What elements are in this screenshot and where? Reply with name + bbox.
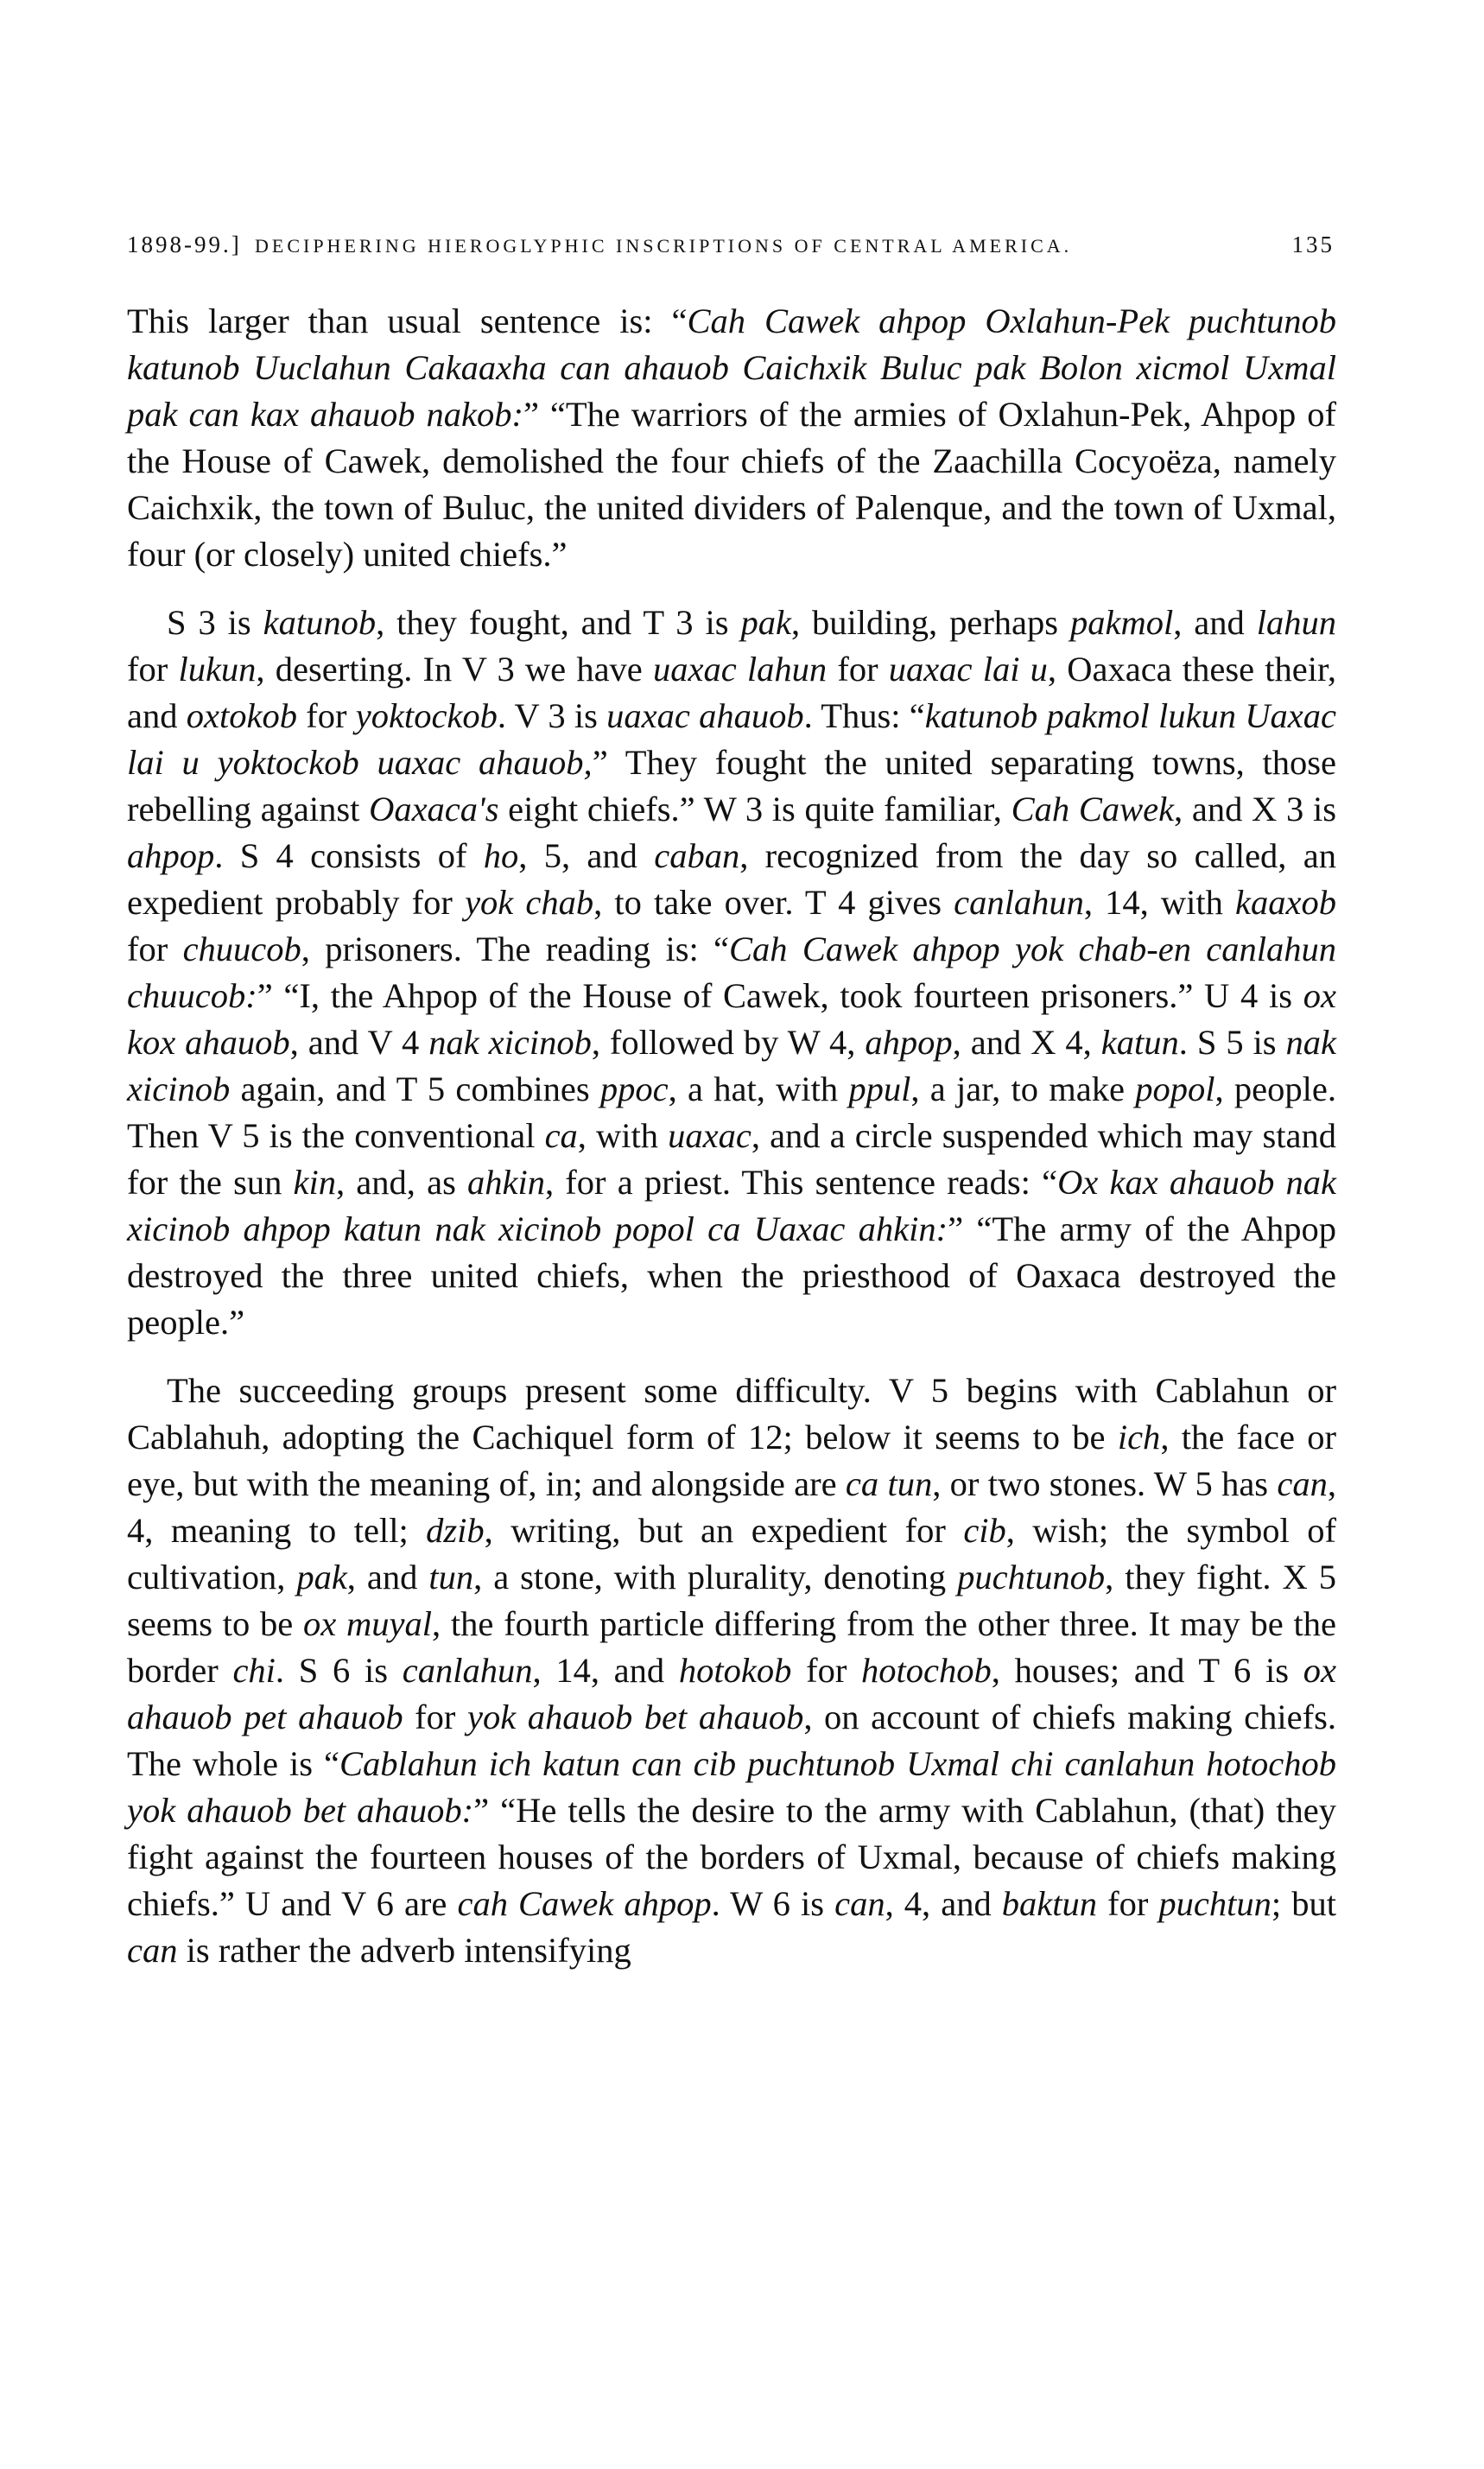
text-run: . Thus: “ <box>803 696 925 735</box>
text-run: , with <box>577 1116 669 1155</box>
text-run: , on account of chiefs making chiefs. The whole is “ <box>127 1698 1337 1783</box>
text-run: , 14, and <box>532 1651 679 1690</box>
text-run: , writing, but an expedient for <box>484 1511 964 1550</box>
italic-term: cah Cawek ahpop <box>457 1884 712 1923</box>
italic-term: ahpop <box>865 1023 953 1062</box>
text-run: , 4, and <box>885 1884 1002 1923</box>
text-run: , and a circle suspended which may stand for the sun <box>127 1116 1336 1202</box>
text-run: . V 3 is <box>497 696 607 735</box>
italic-term: uaxac ahauob <box>606 696 804 735</box>
text-run: ” They fought the united separating towns, those rebelling against <box>127 743 1336 828</box>
text-run: , and <box>1173 603 1257 642</box>
italic-term: canlahun <box>954 883 1084 922</box>
italic-term: Cah Cawek ahpop yok chab-en canlahun chuucob: <box>127 930 1337 1015</box>
page-number: 135 <box>1291 232 1335 257</box>
italic-term: uaxac <box>668 1116 752 1155</box>
italic-term: katun <box>1100 1023 1179 1062</box>
text-run: , a stone, with plurality, denoting <box>473 1558 958 1596</box>
italic-term: oxtokob <box>186 696 297 735</box>
italic-term: chi <box>232 1651 276 1690</box>
text-run: , wish; the symbol of cultivation, <box>127 1511 1337 1596</box>
italic-term: katunob <box>263 603 377 642</box>
text-run: eight chiefs.” W 3 is quite familiar, <box>498 790 1012 828</box>
body-text <box>127 298 1336 1974</box>
text-run: , prisoners. The reading is: “ <box>301 930 730 968</box>
text-run: . W 6 is <box>711 1884 835 1923</box>
italic-term: canlahun <box>402 1651 533 1690</box>
text-run: , Oaxaca these their, and <box>127 650 1336 735</box>
italic-term: baktun <box>1001 1884 1098 1923</box>
text-run: , 14, with <box>1083 883 1236 922</box>
text-run: S 3 is <box>167 603 263 642</box>
text-run: for <box>791 1651 862 1690</box>
italic-term: pak <box>740 603 791 642</box>
text-run: , they fought, and T 3 is <box>376 603 741 642</box>
italic-term: ca tun <box>845 1464 933 1503</box>
italic-term: puchtunob <box>957 1558 1106 1596</box>
text-run: for <box>127 650 179 689</box>
text-run: for <box>296 696 356 735</box>
text-run: This larger than usual sentence is: “ <box>127 301 688 340</box>
text-run: , and X 4, <box>952 1023 1101 1062</box>
text-run: , recognized from the day so called, an expedient probably for <box>127 836 1336 922</box>
text-run: , the face or eye, but with the meaning of, in; and alongside are <box>127 1418 1336 1503</box>
text-run: , they fight. X 5 seems to be <box>127 1558 1336 1643</box>
paragraph <box>127 298 1336 578</box>
italic-term: ahpop <box>127 836 215 875</box>
italic-term: uaxac lai u <box>888 650 1048 689</box>
paragraph <box>127 1368 1336 1974</box>
italic-term: kaaxob <box>1235 883 1336 922</box>
text-run: . S 5 is <box>1178 1023 1286 1062</box>
italic-term: yoktockob <box>355 696 498 735</box>
text-run: , followed by W 4, <box>591 1023 866 1062</box>
text-run: ; but <box>1271 1884 1336 1923</box>
text-run: , and V 4 <box>289 1023 429 1062</box>
text-run: for <box>1097 1884 1159 1923</box>
italic-term: yok chab <box>465 883 594 922</box>
text-run: , people. Then V 5 is the conventional <box>127 1069 1336 1155</box>
text-run: , and <box>346 1558 429 1596</box>
italic-term: popol <box>1135 1069 1215 1108</box>
italic-term: kin <box>293 1163 336 1202</box>
text-run: . S 4 consists of <box>214 836 484 875</box>
italic-term: hotokob <box>678 1651 792 1690</box>
text-run: for <box>403 1698 467 1736</box>
text-run: ” “The warriors of the armies of Oxlahun-Pek, Ahpop of the House of Cawek, demolished the four chiefs of the Zaachilla Cocyoëza, namely Caichxik, the town of Buluc, the united dividers of Palenque, and the town of Uxmal, four (or closely) united chiefs.” <box>127 395 1336 574</box>
text-run: again, and T 5 combines <box>230 1069 600 1108</box>
italic-term: ox ahauob pet ahauob <box>127 1651 1337 1736</box>
italic-term: can <box>834 1884 885 1923</box>
text-run: ” “He tells the desire to the army with Cablahun, (that) they fight against the fourteen houses of the borders of Uxmal, because of chiefs making chiefs.” U and V 6 are <box>127 1791 1336 1923</box>
text-run: ” “The army of the Ahpop destroyed the three united chiefs, when the priesthood of Oaxaca destroyed the people.” <box>127 1209 1337 1342</box>
italic-term: ho <box>483 836 519 875</box>
italic-term: caban <box>654 836 740 875</box>
italic-term: ox kox ahauob <box>127 976 1336 1062</box>
volume-date: 1898-99.] <box>127 232 242 257</box>
italic-term: puchtun <box>1158 1884 1272 1923</box>
italic-term: ppoc <box>599 1069 669 1108</box>
text-run: for <box>827 650 889 689</box>
italic-term: Ox kax ahauob nak xicinob ahpop katun nak xicinob popol ca Uaxac ahkin: <box>127 1163 1337 1248</box>
italic-term: nak xicinob <box>127 1023 1336 1108</box>
italic-term: cib <box>963 1511 1006 1550</box>
text-run: , 5, and <box>518 836 655 875</box>
text-run: , and X 3 is <box>1174 790 1336 828</box>
text-run: for <box>127 930 183 968</box>
text-run: , houses; and T 6 is <box>991 1651 1303 1690</box>
italic-term: katunob pakmol lukun Uaxac lai u yoktockob uaxac ahauob, <box>127 696 1336 782</box>
text-run: , 4, meaning to tell; <box>127 1464 1336 1550</box>
italic-term: ich <box>1117 1418 1161 1457</box>
text-run: is rather the adverb intensifying <box>177 1931 631 1970</box>
text-run: , a hat, with <box>668 1069 849 1108</box>
text-run: , to take over. T 4 gives <box>593 883 954 922</box>
text-run: , and, as <box>336 1163 468 1202</box>
text-run: ” “I, the Ahpop of the House of Cawek, took fourteen prisoners.” U 4 is <box>257 976 1303 1015</box>
italic-term: uaxac lahun <box>653 650 828 689</box>
running-title: DECIPHERING HIEROGLYPHIC INSCRIPTIONS OF CENTRAL AMERICA. <box>255 235 1073 257</box>
text-run: , deserting. In V 3 we have <box>256 650 653 689</box>
italic-term: dzib <box>426 1511 485 1550</box>
italic-term: hotochob <box>861 1651 992 1690</box>
italic-term: tun <box>428 1558 474 1596</box>
italic-term: ppul <box>848 1069 911 1108</box>
italic-term: can <box>127 1931 178 1970</box>
italic-term: chuucob <box>182 930 301 968</box>
text-run: , the fourth particle differing from the other three. It may be the border <box>127 1604 1336 1690</box>
italic-term: lukun <box>178 650 257 689</box>
italic-term: Cah Cawek ahpop Oxlahun-Pek puchtunob katunob Uuclahun Cakaaxha can ahauob Caichxik Buluc pak Bolon xicmol Uxmal pak can kax ahauob nakob: <box>127 301 1336 434</box>
italic-term: ahkin <box>467 1163 545 1202</box>
italic-term: nak xicinob <box>428 1023 592 1062</box>
italic-term: pakmol <box>1070 603 1174 642</box>
italic-term: Oaxaca's <box>369 790 499 828</box>
italic-term: lahun <box>1256 603 1336 642</box>
italic-term: Cablahun ich katun can cib puchtunob Uxmal chi canlahun hotochob yok ahauob bet ahauob: <box>127 1744 1336 1830</box>
text-run: , for a priest. This sentence reads: “ <box>545 1163 1058 1202</box>
running-header <box>127 232 1335 275</box>
italic-term: Cah Cawek <box>1011 790 1175 828</box>
text-run: , building, perhaps <box>790 603 1070 642</box>
text-run: . S 6 is <box>275 1651 403 1690</box>
italic-term: yok ahauob bet ahauob <box>466 1698 804 1736</box>
italic-term: can <box>1277 1464 1328 1503</box>
text-run: , or two stones. W 5 has <box>932 1464 1278 1503</box>
italic-term: ox muyal <box>303 1604 433 1643</box>
paragraph <box>127 600 1336 1346</box>
italic-term: pak <box>296 1558 347 1596</box>
italic-term: ca <box>544 1116 578 1155</box>
text-run: , a jar, to make <box>910 1069 1136 1108</box>
text-run: The succeeding groups present some difficulty. V 5 begins with Cablahun or Cablahuh, adopting the Cachiquel form of 12; below it seems to be <box>127 1371 1336 1457</box>
